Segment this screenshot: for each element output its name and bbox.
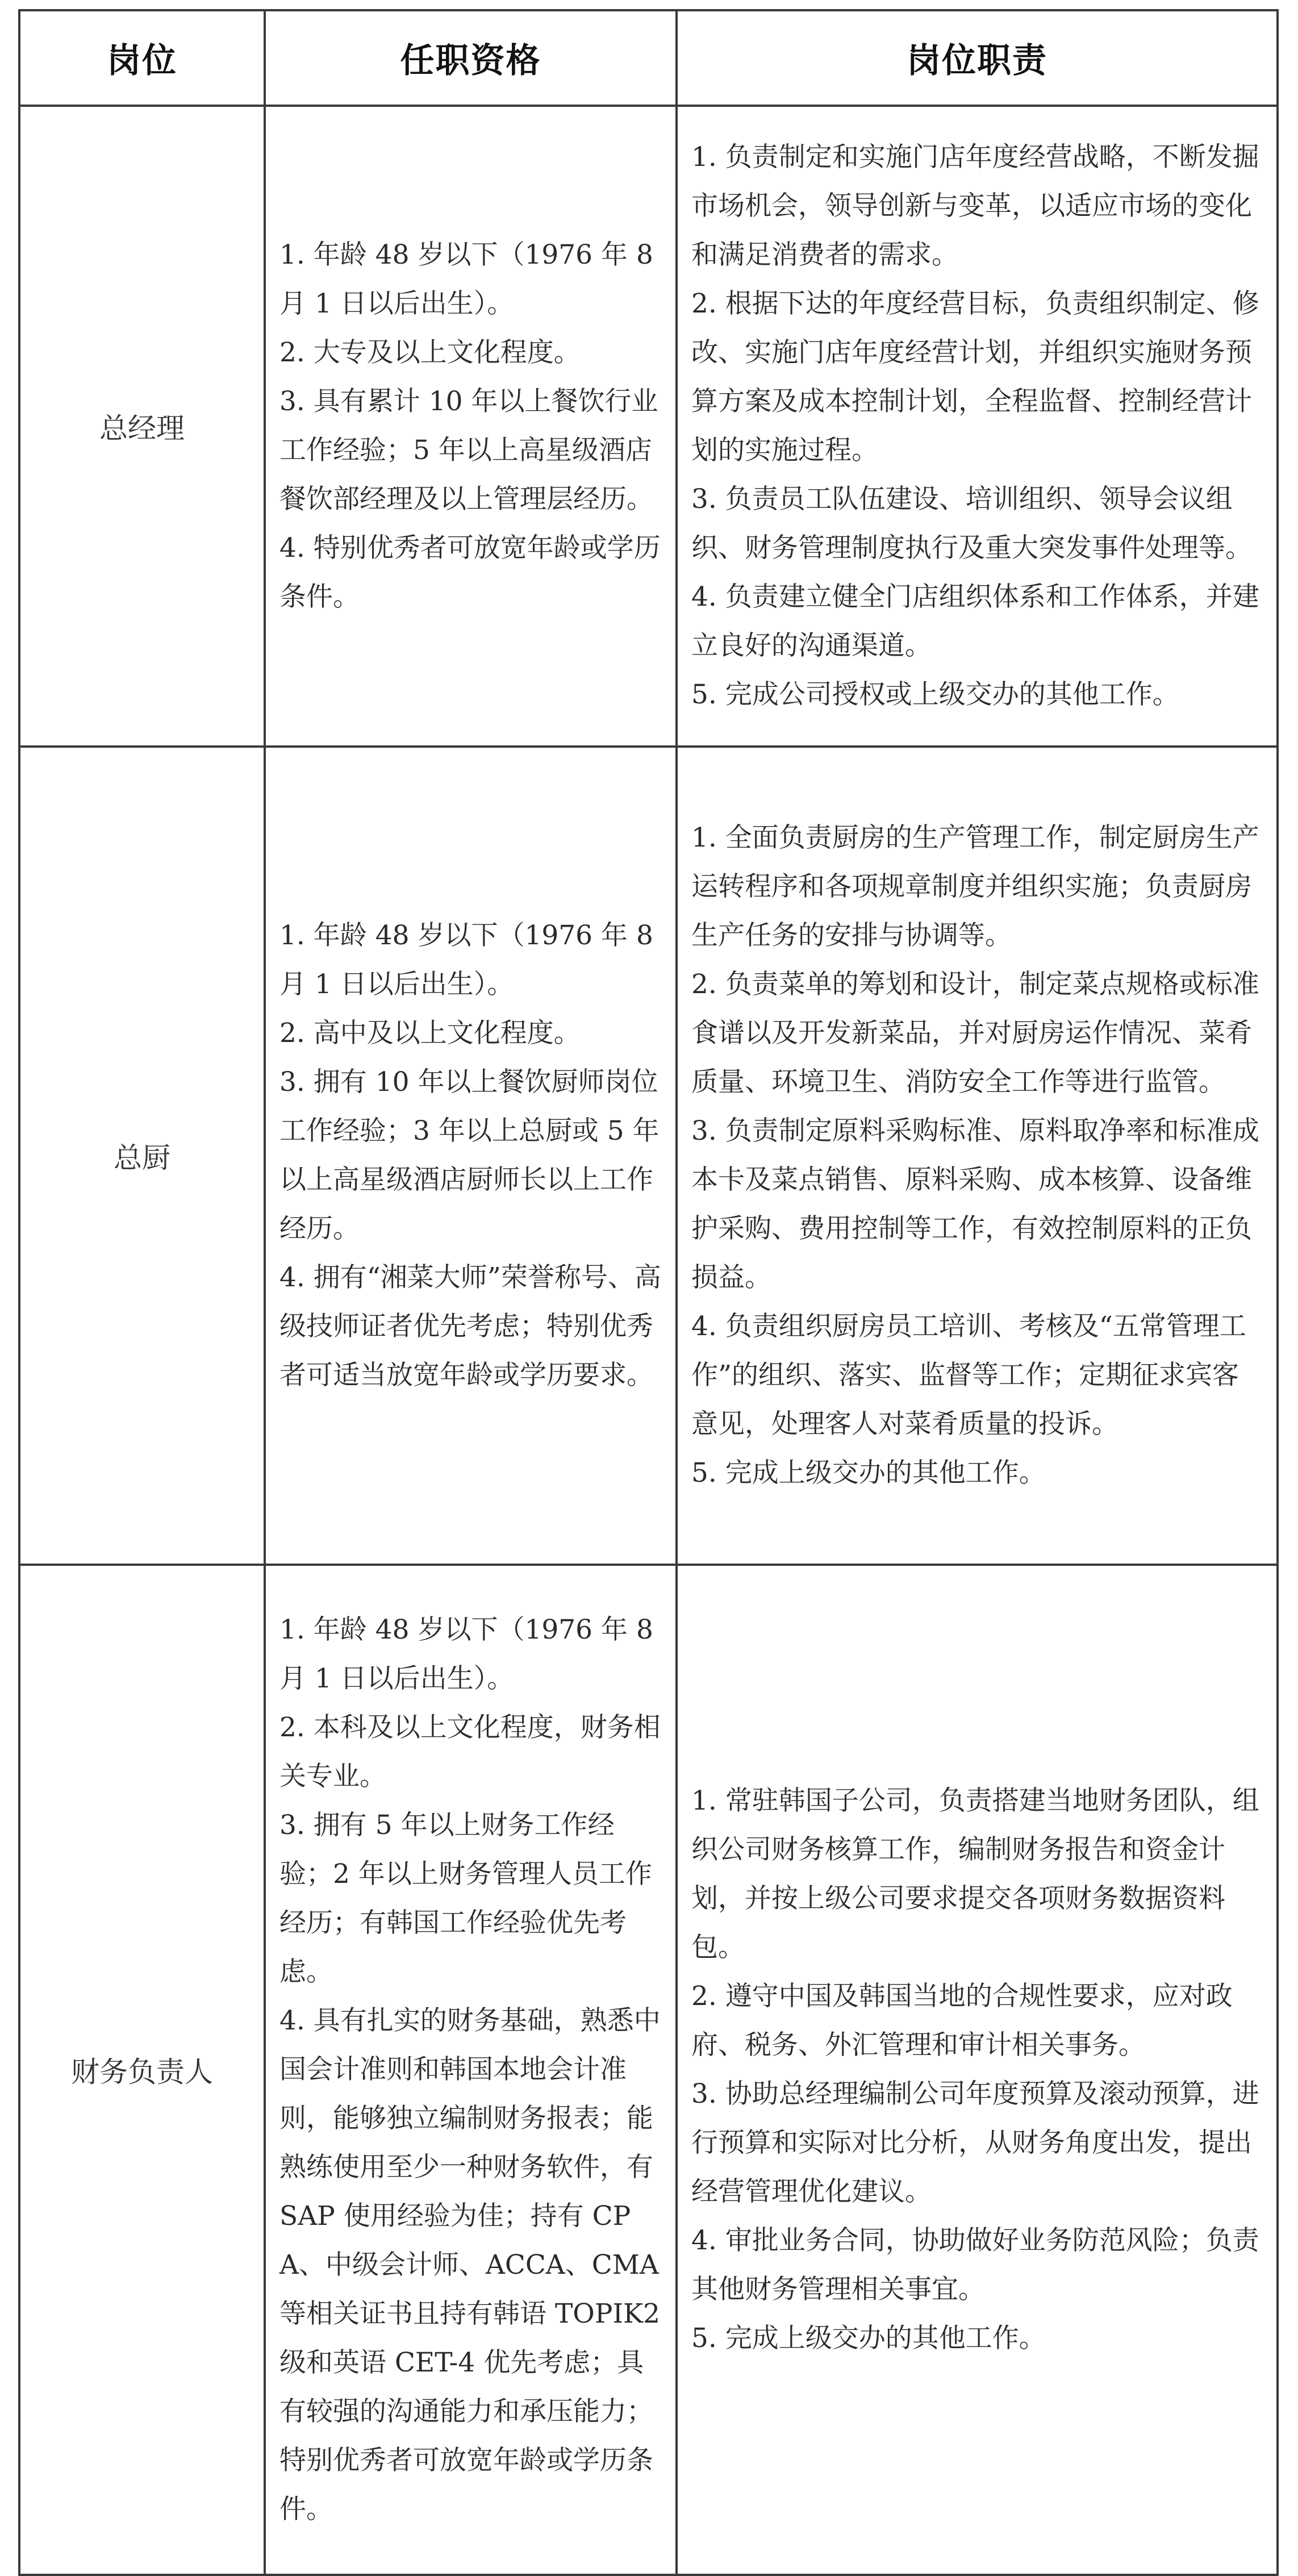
responsibility-item: 1. 常驻韩国子公司，负责搭建当地财务团队，组织公司财务核算工作，编制财务报告和资金计划，并按上级公司要求提交各项财务数据资料包。: [691, 1785, 1259, 1963]
qualification-item: 1. 年龄 48 岁以下（1976 年 8 月 1 日以后出生）。: [279, 920, 653, 1000]
table-row: [19, 106, 1278, 747]
responsibility-item: 1. 全面负责厨房的生产管理工作，制定厨房生产运转程序和各项规章制度并组织实施；负责厨房生产任务的安排与协调等。: [691, 822, 1259, 951]
qualification-item: 3. 拥有 10 年以上餐饮厨师岗位工作经验；3 年以上总厨或 5 年以上高星级酒店厨师长以上工作经历。: [279, 1066, 660, 1244]
responsibility-item: 4. 负责建立健全门店组织体系和工作体系，并建立良好的沟通渠道。: [691, 581, 1259, 661]
responsibility-item: 1. 负责制定和实施门店年度经营战略，不断发掘市场机会，领导创新与变革，以适应市场的变化和满足消费者的需求。: [691, 141, 1259, 270]
table-row: [19, 1565, 1278, 2575]
position-cell: 总厨: [19, 747, 265, 1565]
responsibility-item: 2. 负责菜单的筹划和设计，制定菜点规格或标准食谱以及开发新菜品，并对厨房运作情况、菜肴质量、环境卫生、消防安全工作等进行监管。: [691, 969, 1259, 1098]
header-row: [19, 10, 1278, 106]
responsibilities-cell: [677, 1565, 1278, 2575]
responsibility-item: 5. 完成上级交办的其他工作。: [691, 2323, 1046, 2354]
responsibility-item: 2. 根据下达的年度经营目标，负责组织制定、修改、实施门店年度经营计划，并组织实施财务预算方案及成本控制计划，全程监督、控制经营计划的实施过程。: [691, 288, 1259, 466]
job-requirements-table: [18, 9, 1279, 2576]
responsibility-item: 3. 负责员工队伍建设、培训组织、领导会议组织、财务管理制度执行及重大突发事件处理等。: [691, 483, 1252, 564]
position-cell: 总经理: [19, 106, 265, 747]
qualification-item: 2. 大专及以上文化程度。: [279, 337, 581, 368]
qualification-item: 2. 高中及以上文化程度。: [279, 1018, 581, 1049]
qualification-item: 2. 本科及以上文化程度，财务相关专业。: [279, 1712, 661, 1792]
qualifications-cell: [265, 1565, 677, 2575]
responsibilities-cell: [677, 747, 1278, 1565]
responsibility-item: 3. 协助总经理编制公司年度预算及滚动预算，进行预算和实际对比分析，从财务角度出发，提出经营管理优化建议。: [691, 2078, 1259, 2207]
header-qualifications: 任职资格: [265, 10, 677, 106]
responsibility-item: 4. 审批业务合同，协助做好业务防范风险；负责其他财务管理相关事宜。: [691, 2225, 1259, 2305]
qualification-item: 4. 具有扎实的财务基础，熟悉中国会计准则和韩国本地会计准则，能够独立编制财务报表；能熟练使用至少一种财务软件，有 SAP 使用经验为佳；持有 CPA、中级会计师、ACCA、CMA 等相关证书且持有韩语 TOPIK2 级和英语 CET-4 优先考虑；具有较强的沟通能力和承压能力；特别优秀者可放宽年龄或学历条件。: [279, 2005, 661, 2525]
responsibility-item: 5. 完成公司授权或上级交办的其他工作。: [691, 679, 1179, 710]
position-cell: 财务负责人: [19, 1565, 265, 2575]
responsibility-item: 2. 遵守中国及韩国当地的合规性要求，应对政府、税务、外汇管理和审计相关事务。: [691, 1981, 1233, 2061]
responsibility-item: 4. 负责组织厨房员工培训、考核及“五常管理工作”的组织、落实、监督等工作；定期征求宾客意见，处理客人对菜肴质量的投诉。: [691, 1311, 1246, 1440]
qualifications-cell: [265, 106, 677, 747]
responsibility-item: 3. 负责制定原料采购标准、原料取净率和标准成本卡及菜点销售、原料采购、成本核算、设备维护采购、费用控制等工作，有效控制原料的正负损益。: [691, 1115, 1259, 1293]
qualification-item: 1. 年龄 48 岁以下（1976 年 8 月 1 日以后出生）。: [279, 239, 653, 319]
qualifications-cell: [265, 747, 677, 1565]
table-row: [19, 747, 1278, 1565]
header-responsibilities: 岗位职责: [677, 10, 1278, 106]
header-position: 岗位: [19, 10, 265, 106]
qualification-item: 4. 拥有“湘菜大师”荣誉称号、高级技师证者优先考虑；特别优秀者可适当放宽年龄或学历要求。: [279, 1262, 661, 1391]
qualification-item: 3. 拥有 5 年以上财务工作经验；2 年以上财务管理人员工作经历；有韩国工作经验优先考虑。: [279, 1810, 652, 1987]
qualification-item: 4. 特别优秀者可放宽年龄或学历条件。: [279, 532, 661, 612]
qualification-item: 3. 具有累计 10 年以上餐饮行业工作经验；5 年以上高星级酒店餐饮部经理及以上管理层经历。: [279, 386, 658, 515]
responsibilities-cell: [677, 106, 1278, 747]
qualification-item: 1. 年龄 48 岁以下（1976 年 8 月 1 日以后出生）。: [279, 1614, 653, 1694]
responsibility-item: 5. 完成上级交办的其他工作。: [691, 1457, 1046, 1489]
